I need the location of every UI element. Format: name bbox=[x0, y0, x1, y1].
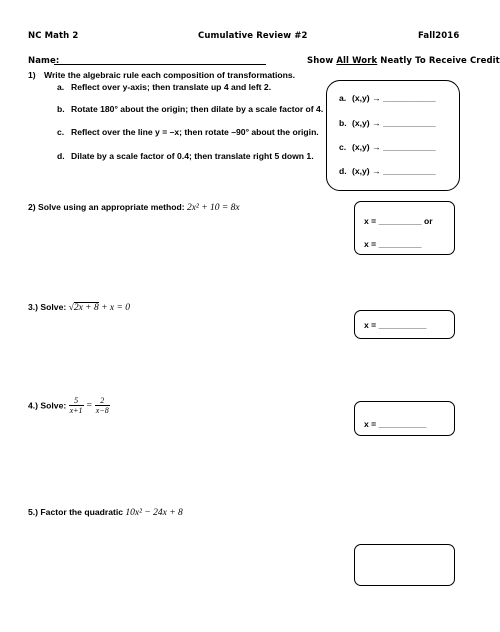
course-name: NC Math 2 bbox=[28, 31, 79, 41]
q1-answer-d-letter: d. bbox=[339, 166, 347, 176]
q3-equation bbox=[69, 302, 130, 313]
show-prefix: Show bbox=[307, 56, 337, 66]
sqrt-sign-icon: √ bbox=[68, 303, 74, 313]
q3-prompt bbox=[28, 302, 130, 313]
q4-right-numerator: 2 bbox=[100, 396, 105, 405]
q1-answer-b-letter: b. bbox=[339, 118, 347, 128]
q4-equals: = bbox=[85, 400, 93, 411]
q3-label: 3.) Solve: bbox=[28, 302, 67, 312]
q4-right-fraction bbox=[95, 396, 110, 415]
q4-left-denominator: x+1 bbox=[69, 406, 83, 415]
q1-item-a-text: Reflect over y-axis; then translate up 4 and left 2. bbox=[71, 82, 272, 92]
q2-answer-first: x = _________ or bbox=[364, 216, 433, 226]
q3-answer: x = __________ bbox=[364, 320, 427, 330]
q5-prompt bbox=[28, 507, 183, 518]
q1-answer-a: (x,y) → ___________ bbox=[352, 93, 436, 103]
q1-item-c-letter: c. bbox=[57, 127, 65, 137]
q2-answer-second: x = _________ bbox=[364, 239, 422, 249]
q1-answer-a-letter: a. bbox=[339, 93, 347, 103]
q1-item-a-letter: a. bbox=[57, 82, 65, 92]
q2-prompt bbox=[28, 202, 240, 213]
q1-answer-c-letter: c. bbox=[339, 142, 347, 152]
q1-answer-d: (x,y) → ___________ bbox=[352, 166, 436, 176]
q4-right-denominator: x−8 bbox=[95, 406, 109, 415]
name-label: Name: bbox=[28, 56, 60, 66]
q1-item-b-text: Rotate 180° about the origin; then dilate by a scale factor of 4. bbox=[71, 104, 324, 114]
q3-radicand: 2x + 8 bbox=[73, 303, 99, 313]
q5-label: 5.) Factor the quadratic bbox=[28, 507, 124, 517]
worksheet-title: Cumulative Review #2 bbox=[198, 31, 308, 41]
show-emphasis: All Work bbox=[336, 56, 378, 66]
q4-label: 4.) Solve: bbox=[28, 400, 67, 411]
q2-label: 2) Solve using an appropriate method: bbox=[28, 202, 185, 212]
show-suffix: Neatly To Receive Credit bbox=[377, 56, 500, 66]
q4-answer: x = __________ bbox=[364, 419, 427, 429]
q2-equation: 2x² + 10 = 8x bbox=[187, 203, 240, 213]
q4-left-numerator: 5 bbox=[74, 396, 79, 405]
q1-number: 1) bbox=[28, 70, 36, 80]
q5-expression: 10x² − 24x + 8 bbox=[125, 508, 183, 518]
q5-answer-box[interactable] bbox=[354, 544, 455, 586]
term-label: Fall2016 bbox=[418, 31, 460, 41]
q1-item-d-text: Dilate by a scale factor of 0.4; then translate right 5 down 1. bbox=[71, 151, 314, 161]
q1-prompt: Write the algebraic rule each composition of transformations. bbox=[44, 70, 296, 80]
name-line[interactable] bbox=[54, 64, 266, 65]
q1-answer-b: (x,y) → ___________ bbox=[352, 118, 436, 128]
q3-rest: + x = 0 bbox=[98, 303, 131, 313]
q1-item-b-letter: b. bbox=[57, 104, 65, 114]
q4-left-fraction bbox=[69, 396, 84, 415]
q1-item-c-text: Reflect over the line y = –x; then rotate –90° about the origin. bbox=[71, 127, 319, 137]
show-work-instruction bbox=[307, 56, 500, 66]
q1-item-d-letter: d. bbox=[57, 151, 65, 161]
q1-answer-c: (x,y) → ___________ bbox=[352, 142, 436, 152]
q4-prompt bbox=[28, 396, 110, 415]
